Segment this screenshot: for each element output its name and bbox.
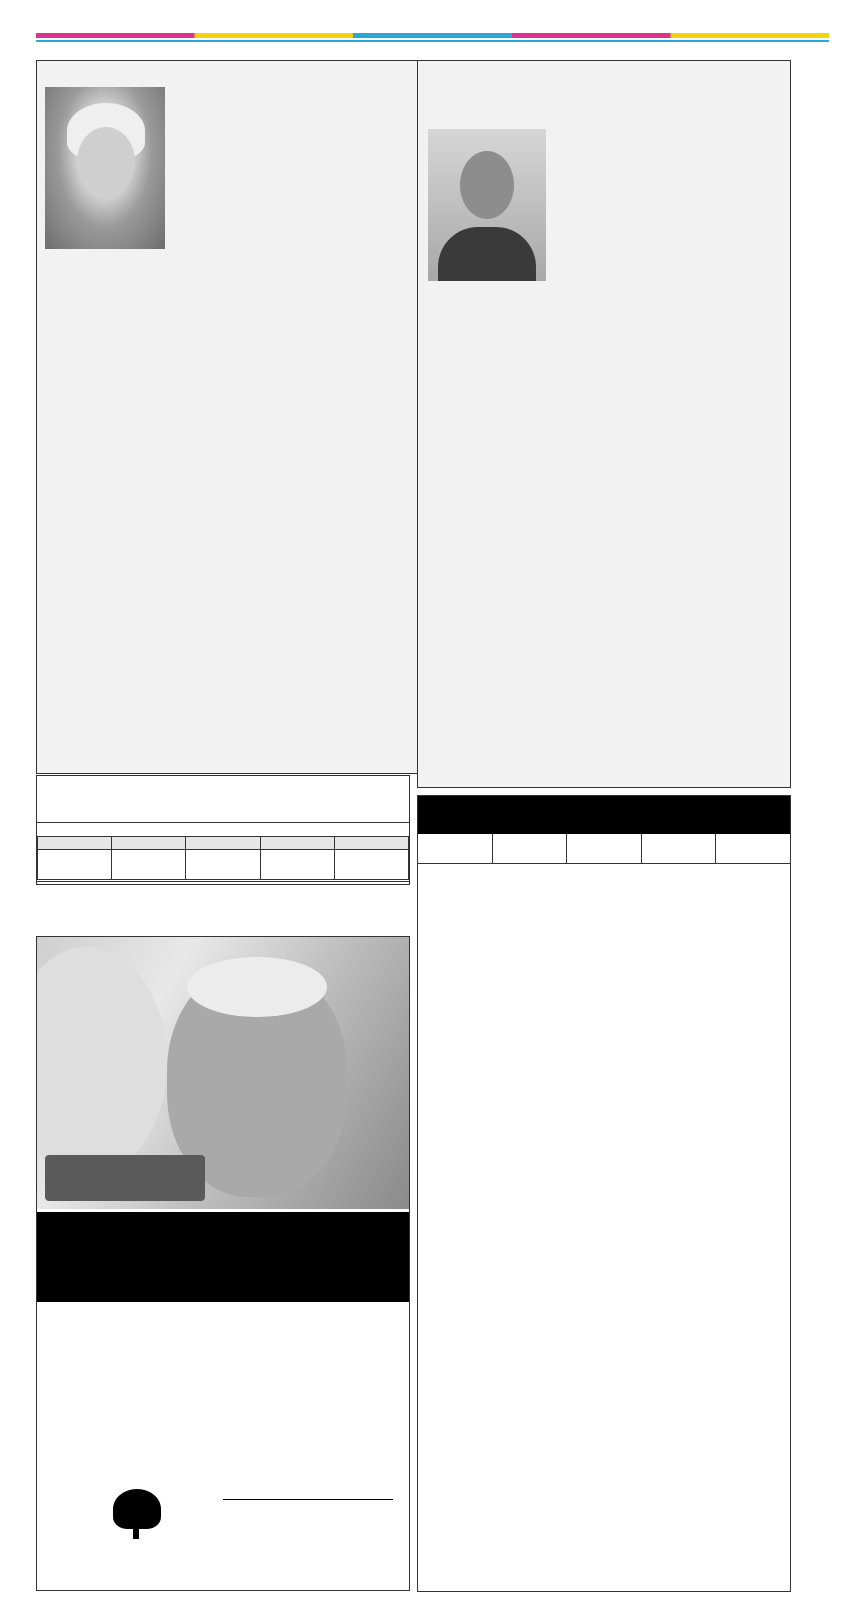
color-rule-thin [36, 40, 829, 42]
author-photo [45, 87, 165, 249]
day-header [112, 837, 186, 850]
color-rule [36, 33, 829, 38]
day-header [260, 837, 334, 850]
watermelon-article [417, 60, 791, 788]
stops-cell [38, 850, 112, 880]
day-header [186, 837, 260, 850]
article-column-2 [175, 66, 293, 771]
stops-cell [186, 850, 260, 880]
day-col [492, 834, 567, 863]
column-name [41, 254, 171, 269]
schedule-dates [37, 822, 409, 823]
tree-icon [113, 1489, 161, 1529]
day-col [418, 834, 492, 863]
school-menus [417, 795, 791, 1592]
stops-cell [334, 850, 408, 880]
day-header [38, 837, 112, 850]
adult-health-care-logo [71, 1489, 201, 1569]
article-column-3 [299, 66, 417, 771]
day-col [566, 834, 641, 863]
article-column-1 [424, 355, 548, 785]
author-photo [428, 129, 546, 281]
home-care-logo [223, 1497, 393, 1567]
article-column-1 [43, 307, 169, 769]
schedule-table [37, 836, 409, 880]
bookmobile-schedule [36, 775, 410, 885]
day-col [715, 834, 790, 863]
curb-appeal-article [36, 60, 422, 774]
menus-days [418, 834, 790, 864]
contact-badge [45, 1155, 205, 1201]
ad-banner [37, 1212, 409, 1302]
storytime-note [37, 881, 409, 884]
stops-cell [260, 850, 334, 880]
article-column-2 [553, 129, 667, 785]
stops-cell [112, 850, 186, 880]
day-header [334, 837, 408, 850]
menus-header [418, 796, 790, 834]
article-column-3 [672, 129, 786, 785]
horizon-health-ad [36, 936, 410, 1591]
day-col [641, 834, 716, 863]
